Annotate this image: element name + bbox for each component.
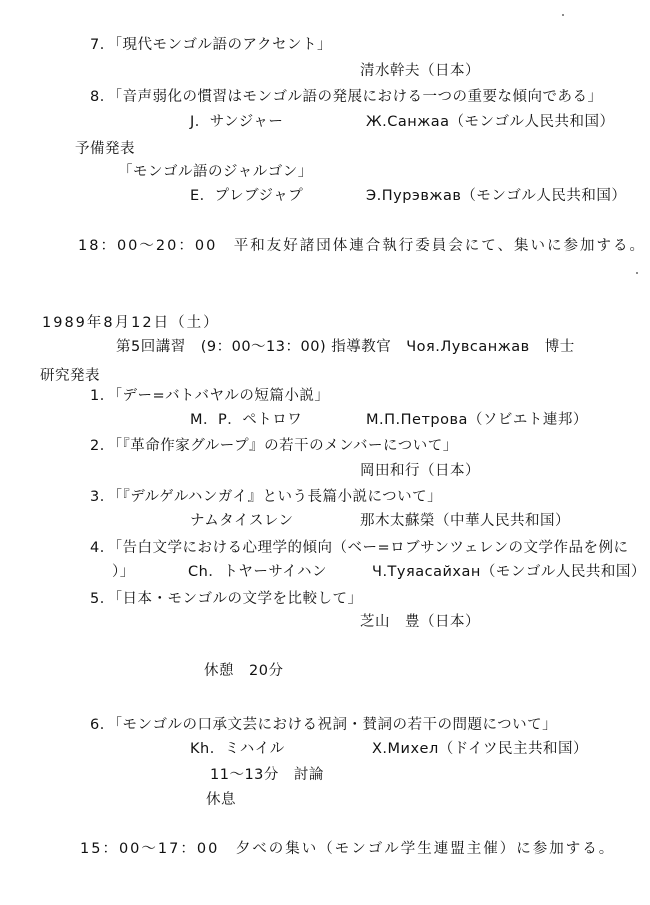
research-4-author-ja: Ch．トヤーサイハン xyxy=(188,564,328,580)
section-heading: 研究発表 xyxy=(40,368,100,384)
scan-speck xyxy=(562,14,564,16)
research-5-author: 芝山 豊（日本） xyxy=(360,614,480,630)
research-1-title: 1．「デー=バトバヤルの短篇小説」 xyxy=(90,388,330,404)
reserve-title: 「モンゴル語のジャルゴン」 xyxy=(118,164,313,180)
break-20-minutes: 休憩 20分 xyxy=(204,663,284,679)
research-4-title: 4．「告白文学における心理学的傾向（ベー=ロブサンツェレンの文学作品を例に xyxy=(90,540,629,556)
research-1-author-ja: M．P．ペトロワ xyxy=(190,412,303,428)
research-3-author-cn: 那木太蘇榮（中華人民共和国） xyxy=(360,513,570,529)
item-8-author-mn: Ж.Санжаа（モンゴル人民共和国） xyxy=(366,114,615,130)
evening-event-2: 15：00～17：00 夕べの集い（モンゴル学生連盟主催）に参加する。 xyxy=(80,841,616,857)
research-6-title: 6．「モンゴルの口承文芸における祝詞・賛詞の若干の問題について」 xyxy=(90,717,558,733)
discussion-line: 11～13分 討論 xyxy=(210,767,324,783)
item-8-title: 8．「音声弱化の慣習はモンゴル語の発展における一つの重要な傾向である」 xyxy=(90,89,603,105)
item-7-author: 清水幹夫（日本） xyxy=(360,63,480,79)
research-3-title: 3．「『デルゲルハンガイ』という長篇小説について」 xyxy=(90,489,443,505)
research-1-author-ru: М.П.Петрова（ソビエト連邦） xyxy=(366,412,588,428)
research-5-title: 5．「日本・モンゴルの文学を比較して」 xyxy=(90,591,363,607)
reserve-heading: 予備発表 xyxy=(75,141,135,157)
item-7-title: 7．「現代モンゴル語のアクセント」 xyxy=(90,37,333,53)
date-heading: 1989年8月12日（土） xyxy=(42,315,220,331)
scan-speck xyxy=(636,272,638,274)
research-6-author-ja: Kh．ミハイル xyxy=(190,741,285,757)
research-6-author-de: Х.Михел（ドイツ民主共和国） xyxy=(372,741,589,757)
research-3-author-ja: ナムタイスレン xyxy=(190,513,294,529)
rest-line: 休息 xyxy=(206,792,236,808)
research-4-title-cont: ）」 xyxy=(112,564,135,580)
research-4-author-mn: Ч.Туяасайхан（モンゴル人民共和国） xyxy=(372,564,646,580)
research-2-title: 2．「『革命作家グループ』の若干のメンバーについて」 xyxy=(90,438,458,454)
item-8-author-ja: J．サンジャー xyxy=(190,114,284,130)
reserve-author-mn: Э.Пурэвжав（モンゴル人民共和国） xyxy=(366,188,627,204)
reserve-author-ja: E．プレブジャプ xyxy=(190,188,304,204)
lecture-line: 第5回講習 (9：00～13：00) 指導教官 Чоя.Лувсанжав 博士 xyxy=(116,339,575,355)
research-2-author: 岡田和行（日本） xyxy=(360,463,480,479)
evening-event-1: 18：00～20：00 平和友好諸団体連合執行委員会にて、集いに参加する。 xyxy=(78,238,647,254)
